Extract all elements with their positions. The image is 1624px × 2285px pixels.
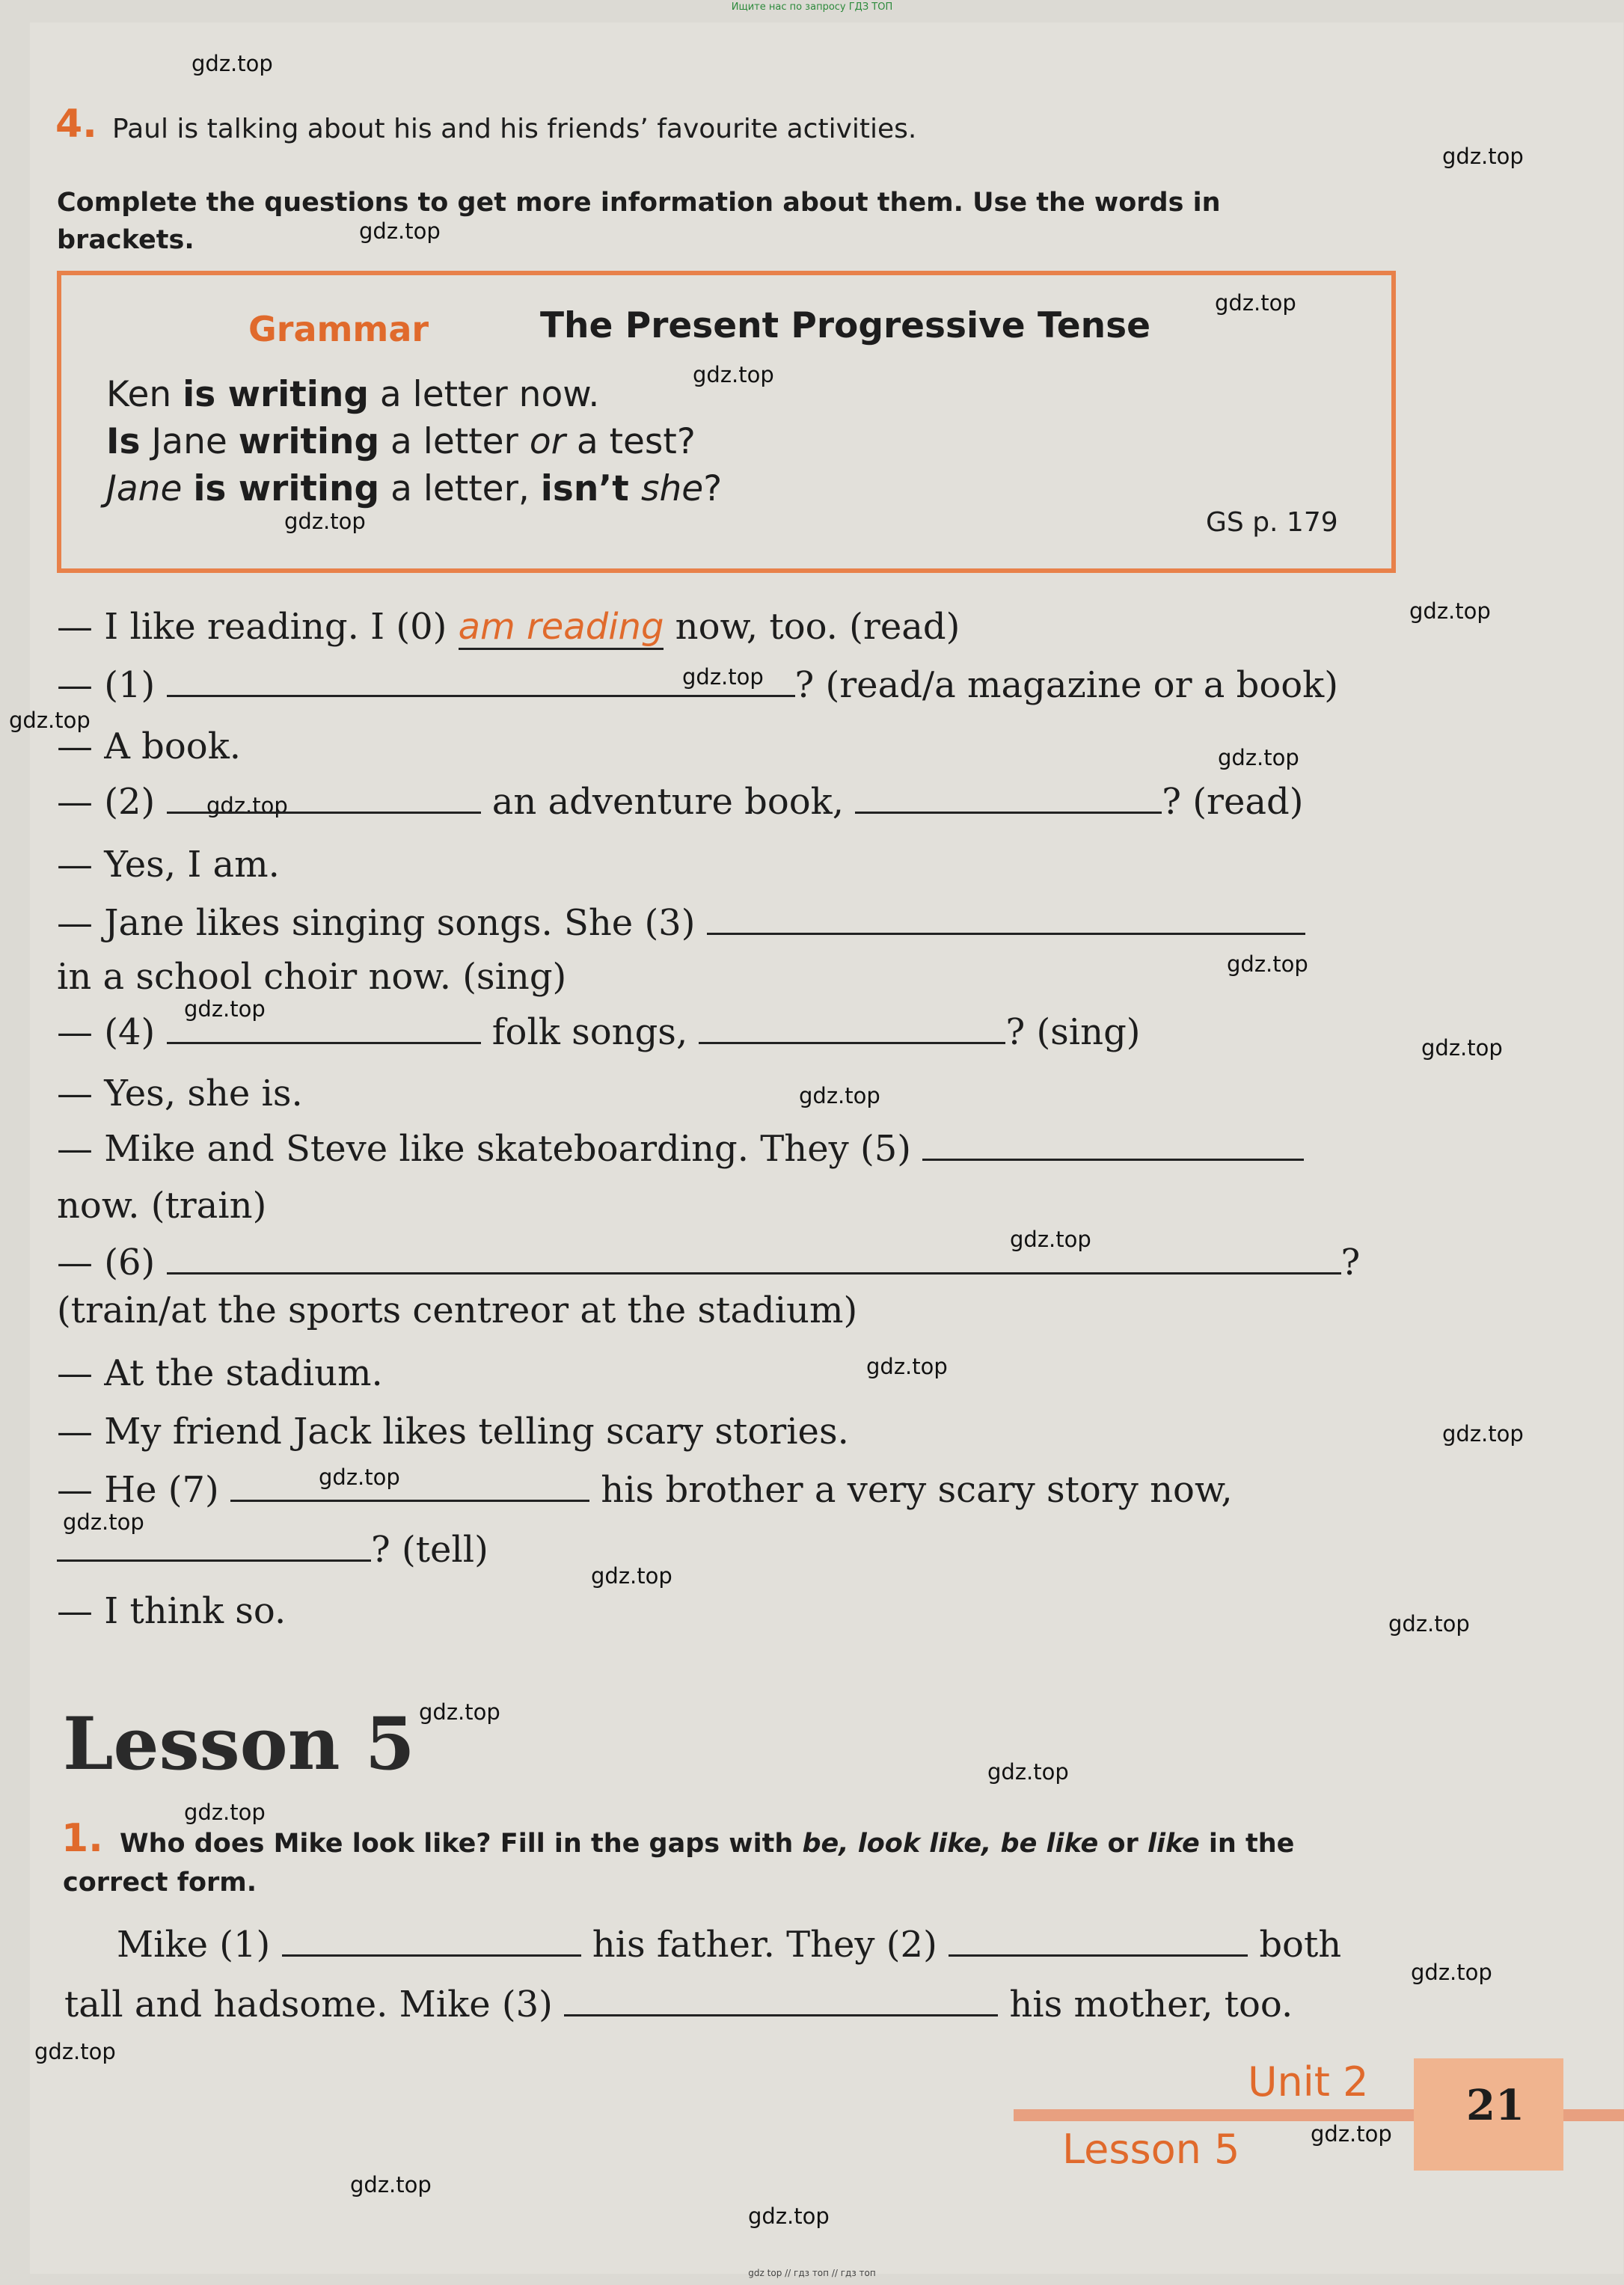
watermark: gdz.top [419, 1699, 500, 1725]
watermark: gdz.top [682, 664, 764, 690]
dialogue-line: now. (train) [57, 1185, 267, 1227]
dialogue-line: — Mike and Steve like skateboarding. They (5) [57, 1128, 1304, 1170]
dialogue-line: (train/at the sports centreor at the stadium) [57, 1289, 858, 1331]
exercise-instruction: Complete the questions to get more information about them. Use the words in [57, 188, 1221, 218]
watermark: gdz.top [1421, 1035, 1503, 1061]
answer-blank[interactable] [282, 1927, 581, 1957]
watermark: gdz.top [206, 793, 288, 818]
dialogue-line: — Yes, she is. [57, 1073, 303, 1114]
watermark: gdz.top [284, 509, 366, 534]
grammar-label: Grammar [248, 309, 429, 349]
dialogue-line: — I like reading. I (0) am reading now, too. (read) [57, 606, 960, 648]
watermark: gdz.top [191, 51, 273, 76]
watermark: gdz.top [184, 1800, 266, 1825]
watermark: gdz.top [9, 708, 91, 733]
dialogue-line: — My friend Jack likes telling scary stories. [57, 1411, 849, 1453]
dialogue-line: — (1) ? (read/a magazine or a book) [57, 664, 1338, 706]
watermark: gdz.top [1411, 1960, 1492, 1985]
watermark: gdz.top [1409, 598, 1491, 624]
watermark: gdz.top [359, 218, 441, 244]
watermark: gdz.top [748, 2203, 830, 2229]
watermark: gdz.top [1311, 2121, 1392, 2147]
footer-unit: Unit 2 [1248, 2058, 1369, 2105]
dialogue-line: — (4) folk songs, ? (sing) [57, 1011, 1141, 1053]
answer-blank[interactable] [167, 668, 795, 697]
watermark: gdz.top [1442, 144, 1524, 169]
watermark: gdz.top [799, 1083, 880, 1108]
footer-lesson: Lesson 5 [1062, 2126, 1240, 2173]
lesson-heading: Lesson 5 [63, 1702, 415, 1786]
dialogue-line: — Yes, I am. [57, 844, 280, 886]
exercise-sentence: tall and hadsome. Mike (3) his mother, too. [64, 1984, 1293, 2025]
dialogue-line: — A book. [57, 726, 242, 767]
exercise-instruction: Who does Mike look like? Fill in the gaps with be, look like, be like or like in the [120, 1829, 1295, 1859]
answer-blank[interactable] [230, 1473, 589, 1502]
answer-blank[interactable] [564, 1987, 998, 2016]
grammar-box [57, 271, 1396, 573]
watermark: gdz.top [184, 996, 266, 1022]
watermark: gdz.top [350, 2172, 432, 2197]
exercise-sentence: Mike (1) his father. They (2) both [117, 1924, 1342, 1966]
answer-blank[interactable] [57, 1533, 371, 1562]
watermark: gdz.top [1010, 1227, 1091, 1252]
answer-blank[interactable] [922, 1132, 1304, 1161]
exercise-title: Paul is talking about his and his friends’ favourite activities. [112, 114, 917, 144]
answer-blank[interactable] [167, 1245, 1341, 1275]
search-hint[interactable]: Ищите нас по запросу ГДЗ ТОП [731, 1, 893, 13]
watermark: gdz.top [1218, 745, 1299, 770]
answer-blank[interactable] [707, 906, 1305, 935]
page-number: 21 [1466, 2081, 1525, 2130]
answer-blank[interactable] [855, 785, 1162, 814]
grammar-example-3: Jane is writing a letter, isn’t she? [106, 468, 723, 509]
dialogue-line: in a school choir now. (sing) [57, 956, 567, 998]
dialogue-line: — He (7) his brother a very scary story now, [57, 1469, 1233, 1511]
dialogue-line: ? (tell) [57, 1529, 488, 1571]
exercise-number: 1. [61, 1816, 103, 1861]
dialogue-line: — I think so. [57, 1590, 287, 1632]
answer-blank[interactable] [167, 785, 481, 814]
bottom-links[interactable]: gdz top // гдз топ // гдз топ [748, 2268, 876, 2278]
answer-blank[interactable] [949, 1927, 1248, 1957]
grammar-reference: GS p. 179 [1206, 507, 1338, 538]
exercise-number: 4. [55, 102, 97, 147]
exercise-instruction-cont: brackets. [57, 225, 194, 255]
watermark: gdz.top [1388, 1611, 1470, 1637]
watermark: gdz.top [987, 1759, 1069, 1785]
watermark: gdz.top [693, 362, 774, 387]
watermark: gdz.top [1215, 290, 1296, 316]
grammar-title: The Present Progressive Tense [540, 305, 1150, 346]
dialogue-line: — (2) an adventure book, ? (read) [57, 781, 1304, 823]
watermark: gdz.top [63, 1509, 144, 1535]
watermark: gdz.top [1227, 951, 1308, 977]
answer-blank[interactable] [167, 1015, 481, 1044]
filled-answer: am reading [459, 606, 664, 650]
dialogue-line: — At the stadium. [57, 1352, 383, 1394]
grammar-example-1: Ken is writing a letter now. [106, 374, 600, 415]
watermark: gdz.top [591, 1563, 672, 1589]
watermark: gdz.top [319, 1464, 400, 1490]
answer-blank[interactable] [699, 1015, 1005, 1044]
watermark: gdz.top [34, 2039, 116, 2064]
grammar-example-2: Is Jane writing a letter or a test? [106, 421, 696, 462]
watermark: gdz.top [866, 1354, 948, 1379]
dialogue-line: — Jane likes singing songs. She (3) [57, 902, 1305, 944]
exercise-instruction-cont: correct form. [63, 1868, 257, 1898]
watermark: gdz.top [1442, 1421, 1524, 1447]
dialogue-line: — (6) ? [57, 1242, 1361, 1283]
